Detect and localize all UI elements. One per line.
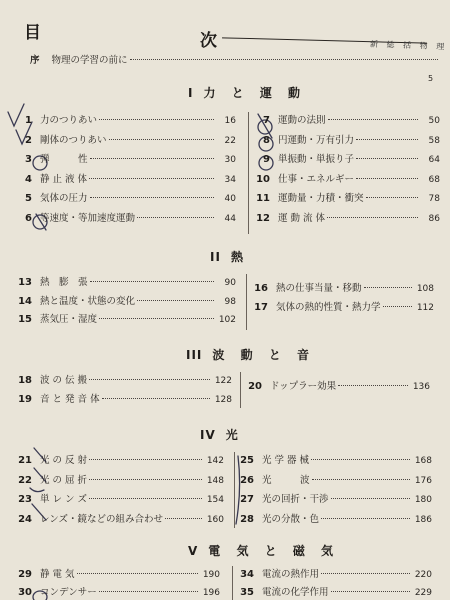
entry-page: 190 bbox=[202, 570, 220, 580]
entry-page: 196 bbox=[202, 588, 220, 598]
section-numeral: II bbox=[210, 250, 221, 264]
toc-title-right: 次 bbox=[200, 31, 217, 51]
entry-title: 光 波 bbox=[262, 474, 310, 486]
toc-entry bbox=[14, 293, 236, 309]
leader-dots bbox=[89, 459, 202, 460]
toc-entry bbox=[14, 584, 220, 600]
entry-title: 熱と温度・状態の変化 bbox=[40, 295, 136, 307]
entry-title: 光の回折・干渉 bbox=[262, 494, 329, 505]
entry-number: 30 bbox=[18, 587, 32, 598]
toc-entry bbox=[236, 584, 432, 600]
toc-entry bbox=[14, 311, 236, 327]
leader-dots bbox=[331, 591, 410, 592]
entry-page: 180 bbox=[414, 495, 432, 505]
entry-number: 12 bbox=[256, 212, 270, 224]
entry-number: 22 bbox=[18, 474, 32, 486]
section-heading bbox=[188, 84, 306, 101]
leader-dots bbox=[321, 518, 410, 519]
section-numeral: III bbox=[186, 348, 203, 362]
section-title: 力 と 運 動 bbox=[203, 86, 307, 100]
entry-number: 8 bbox=[263, 134, 270, 146]
entry-page: 112 bbox=[416, 302, 434, 313]
leader-dots bbox=[90, 197, 214, 198]
entry-page: 86 bbox=[428, 213, 440, 224]
leader-dots bbox=[89, 498, 202, 499]
preface-entry bbox=[30, 52, 440, 68]
entry-title: レンズ・鏡などの組み合わせ bbox=[40, 513, 163, 525]
entry-number: 10 bbox=[256, 173, 270, 185]
entry-page: 68 bbox=[428, 174, 440, 185]
entry-title: 熱の仕事当量・移動 bbox=[276, 283, 362, 294]
column-divider bbox=[234, 452, 235, 528]
entry-title: 運 動 流 体 bbox=[278, 212, 326, 224]
entry-title: 運動の法則 bbox=[278, 115, 326, 126]
entry-number: 9 bbox=[263, 154, 270, 165]
toc-entry bbox=[236, 566, 432, 582]
leader-dots bbox=[89, 178, 214, 179]
leader-dots bbox=[356, 139, 418, 140]
entry-number: 27 bbox=[240, 494, 254, 505]
entry-page: 136 bbox=[412, 382, 430, 392]
entry-page: 90 bbox=[224, 278, 236, 288]
entry-title: 光の分散・色 bbox=[262, 513, 320, 525]
entry-page: 229 bbox=[414, 588, 432, 598]
entry-page: 50 bbox=[428, 116, 440, 126]
toc-title-left: 目 bbox=[24, 23, 41, 43]
entry-number: 2 bbox=[25, 134, 32, 146]
leader-dots bbox=[338, 385, 408, 386]
entry-title: 円運動・万有引力 bbox=[278, 134, 355, 146]
entry-page: 160 bbox=[206, 514, 224, 525]
toc-entry bbox=[14, 566, 220, 582]
entry-page: 44 bbox=[224, 213, 236, 224]
toc-entry bbox=[252, 151, 440, 167]
toc-entry bbox=[250, 299, 434, 315]
leader-dots bbox=[130, 59, 438, 60]
entry-number: 28 bbox=[240, 513, 254, 525]
leader-dots bbox=[137, 217, 214, 218]
toc-entry bbox=[252, 210, 440, 226]
entry-page: 176 bbox=[414, 475, 432, 486]
entry-title: 熱 膨 張 bbox=[40, 277, 88, 288]
entry-page: 102 bbox=[218, 315, 236, 325]
entry-number: 23 bbox=[18, 494, 32, 505]
entry-number: 4 bbox=[25, 173, 32, 185]
leader-dots bbox=[77, 573, 198, 574]
entry-title: 波 の 伝 搬 bbox=[40, 375, 88, 386]
leader-dots bbox=[383, 306, 412, 307]
toc-entry bbox=[14, 391, 232, 407]
section-title: 熱 bbox=[230, 250, 249, 264]
toc-entry bbox=[244, 378, 430, 394]
section-title: 波 動 と 音 bbox=[212, 348, 315, 362]
toc-entry bbox=[252, 112, 440, 128]
leader-dots bbox=[99, 119, 214, 120]
toc-entry bbox=[14, 511, 224, 527]
leader-dots bbox=[90, 158, 214, 159]
entry-page: 168 bbox=[414, 456, 432, 466]
leader-dots bbox=[89, 379, 210, 380]
leader-dots bbox=[90, 281, 214, 282]
entry-title: 電流の化学作用 bbox=[262, 587, 329, 598]
entry-title: 静 電 気 bbox=[40, 569, 75, 580]
entry-page: 122 bbox=[214, 376, 232, 386]
leader-dots bbox=[364, 287, 412, 288]
leader-dots bbox=[321, 573, 410, 574]
toc-entry bbox=[14, 171, 236, 187]
entry-title: 運動量・力積・衝突 bbox=[278, 193, 364, 204]
column-divider bbox=[240, 372, 241, 408]
entry-number: 6 bbox=[25, 212, 32, 224]
section-numeral: I bbox=[188, 86, 194, 100]
entry-title: 単振動・単振り子 bbox=[278, 154, 355, 165]
entry-page: 40 bbox=[224, 194, 236, 204]
toc-entry bbox=[250, 280, 434, 296]
entry-page: 220 bbox=[414, 570, 432, 580]
entry-number: 17 bbox=[254, 301, 268, 313]
section-title: 電 気 と 磁 気 bbox=[208, 544, 340, 558]
leader-dots bbox=[356, 178, 418, 179]
book-title: 新 総 括 物 理 bbox=[369, 39, 448, 52]
entry-page: 58 bbox=[428, 135, 440, 146]
entry-page: 142 bbox=[206, 456, 224, 466]
toc-entry bbox=[236, 511, 432, 527]
leader-dots bbox=[89, 479, 202, 480]
entry-page: 108 bbox=[416, 284, 434, 294]
entry-number: 5 bbox=[25, 193, 32, 204]
entry-number: 14 bbox=[18, 295, 32, 307]
toc-entry bbox=[252, 171, 440, 187]
leader-dots bbox=[366, 197, 418, 198]
toc-entry bbox=[14, 491, 224, 507]
section-heading bbox=[210, 248, 249, 265]
section-numeral: IV bbox=[200, 428, 216, 442]
leader-dots bbox=[312, 479, 410, 480]
entry-title: ドップラー効果 bbox=[270, 381, 337, 392]
entry-page: 30 bbox=[224, 155, 236, 165]
leader-dots bbox=[328, 119, 418, 120]
section-title: 光 bbox=[225, 428, 244, 442]
entry-number: 35 bbox=[240, 587, 254, 598]
entry-title: 仕事・エネルギー bbox=[278, 173, 355, 185]
preface-label: 序 bbox=[30, 55, 40, 66]
entry-title: 静 止 液 体 bbox=[40, 173, 88, 185]
leader-dots bbox=[356, 158, 418, 159]
entry-number: 24 bbox=[18, 513, 32, 525]
toc-entry bbox=[14, 132, 236, 148]
entry-number: 7 bbox=[263, 115, 270, 126]
column-divider bbox=[246, 274, 247, 330]
column-divider bbox=[232, 566, 233, 600]
entry-title: 蒸気圧・湿度 bbox=[40, 314, 98, 325]
entry-title: 電流の熱作用 bbox=[262, 569, 320, 580]
entry-page: 148 bbox=[206, 475, 224, 486]
leader-dots bbox=[311, 459, 410, 460]
entry-title: 等速度・等加速度運動 bbox=[40, 212, 136, 224]
entry-page: 128 bbox=[214, 395, 232, 405]
entry-title: 弾 性 bbox=[40, 154, 88, 165]
entry-number: 21 bbox=[18, 455, 32, 466]
entry-page: 22 bbox=[224, 135, 236, 146]
entry-number: 11 bbox=[256, 193, 270, 204]
leader-dots bbox=[165, 518, 202, 519]
leader-dots bbox=[327, 217, 418, 218]
leader-dots bbox=[102, 398, 210, 399]
entry-title: 気体の熱的性質・熱力学 bbox=[276, 301, 381, 313]
toc-entry bbox=[14, 472, 224, 488]
preface-title: 物理の学習の前に bbox=[51, 55, 128, 66]
entry-number: 13 bbox=[18, 277, 32, 288]
entry-number: 16 bbox=[254, 283, 268, 294]
leader-dots bbox=[109, 139, 214, 140]
leader-dots bbox=[99, 591, 198, 592]
toc-entry bbox=[236, 491, 432, 507]
entry-title: 音 と 発 音 体 bbox=[40, 394, 100, 405]
entry-page: 64 bbox=[428, 155, 440, 165]
entry-number: 25 bbox=[240, 455, 254, 466]
leader-dots bbox=[99, 318, 214, 319]
toc-entry bbox=[14, 274, 236, 290]
entry-title: コンデンサー bbox=[40, 587, 97, 598]
toc-entry bbox=[14, 151, 236, 167]
entry-page: 16 bbox=[224, 116, 236, 126]
entry-number: 3 bbox=[25, 154, 32, 165]
section-heading bbox=[186, 346, 315, 363]
leader-dots bbox=[331, 498, 410, 499]
entry-title: 力のつりあい bbox=[40, 115, 98, 126]
entry-number: 19 bbox=[18, 394, 32, 405]
entry-number: 20 bbox=[248, 381, 262, 392]
entry-page: 78 bbox=[428, 194, 440, 204]
entry-number: 1 bbox=[25, 115, 32, 126]
entry-title: 光 の 屈 折 bbox=[40, 474, 88, 486]
toc-entry bbox=[252, 132, 440, 148]
section-heading bbox=[200, 426, 244, 443]
entry-title: 光 の 反 射 bbox=[40, 455, 88, 466]
entry-page: 186 bbox=[414, 514, 432, 525]
preface-page: 5 bbox=[428, 74, 434, 83]
entry-title: 光 学 器 械 bbox=[262, 455, 310, 466]
entry-number: 18 bbox=[18, 375, 32, 386]
toc-entry bbox=[14, 452, 224, 468]
toc-entry bbox=[14, 210, 236, 226]
section-heading bbox=[188, 542, 339, 559]
entry-page: 98 bbox=[224, 296, 236, 307]
entry-title: 気体の圧力 bbox=[40, 193, 88, 204]
entry-number: 29 bbox=[18, 569, 32, 580]
toc-entry bbox=[14, 112, 236, 128]
entry-number: 26 bbox=[240, 474, 254, 486]
entry-number: 34 bbox=[240, 569, 254, 580]
section-numeral: V bbox=[188, 544, 199, 558]
toc-entry bbox=[252, 190, 440, 206]
toc-entry bbox=[236, 452, 432, 468]
leader-dots bbox=[137, 300, 214, 301]
entry-title: 剛体のつりあい bbox=[40, 134, 107, 146]
toc-entry bbox=[14, 190, 236, 206]
entry-page: 154 bbox=[206, 495, 224, 505]
entry-title: 単 レ ン ズ bbox=[40, 494, 88, 505]
toc-entry bbox=[14, 372, 232, 388]
toc-entry bbox=[236, 472, 432, 488]
column-divider bbox=[248, 112, 249, 234]
entry-page: 34 bbox=[224, 174, 236, 185]
entry-number: 15 bbox=[18, 314, 32, 325]
